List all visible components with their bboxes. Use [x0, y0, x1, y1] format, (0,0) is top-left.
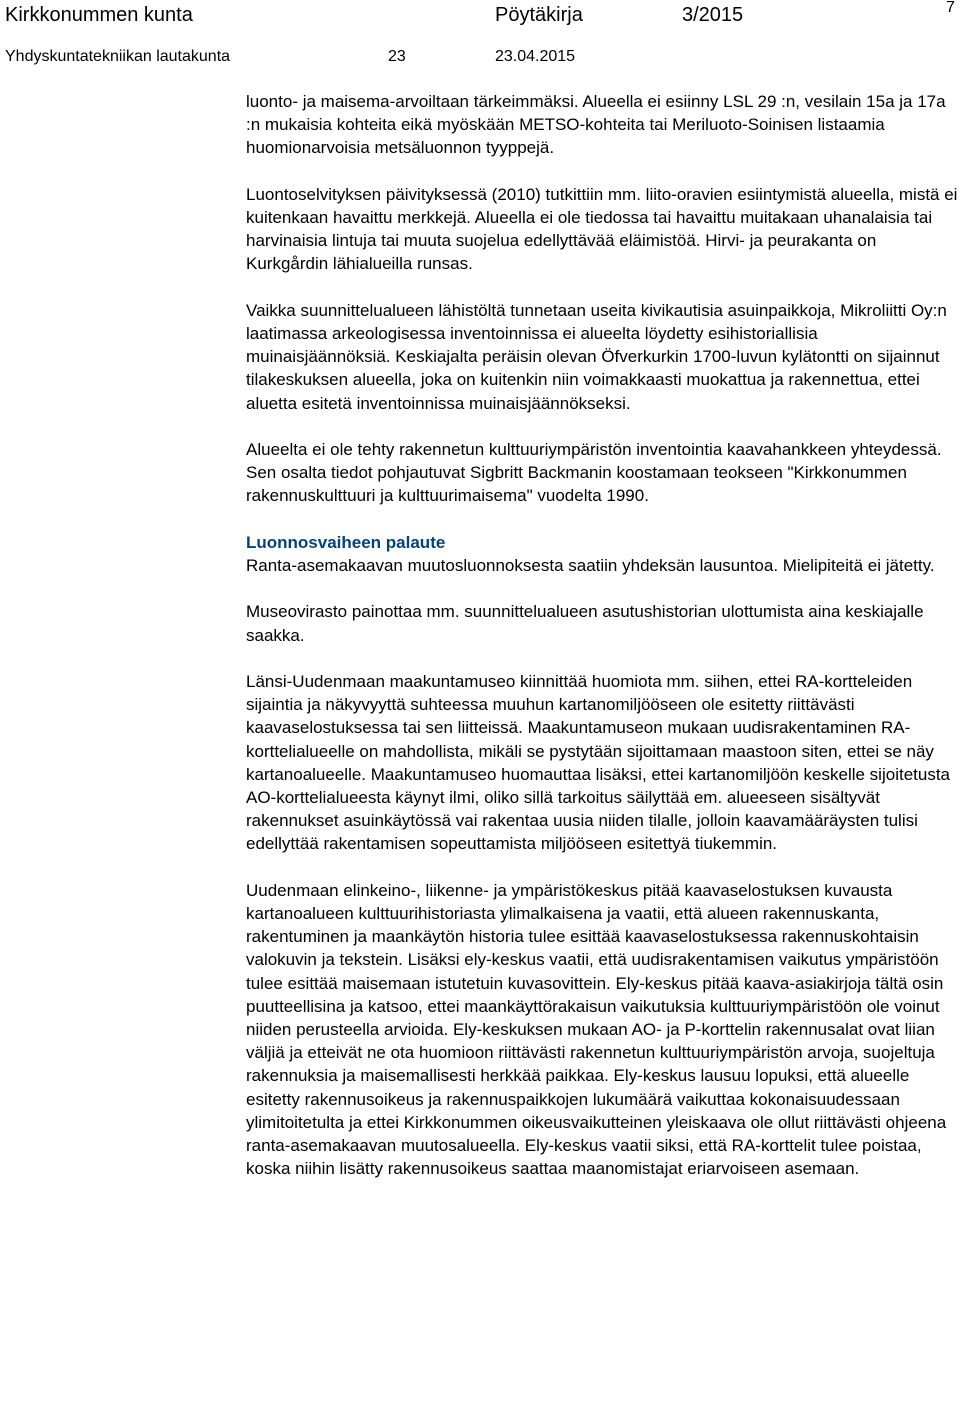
paragraph-maakuntamuseo: Länsi-Uudenmaan maakuntamuseo kiinnittää huomiota mm. siihen, ettei RA-kortteleiden sijaintia ja näkyvyyttä suhteessa muuhun kartanomiljööseen ole esitetty riittävästi kaavaselostuksessa tai sen liitteissä. Maakuntamuseon mukaan uudisrakentaminen RA-korttelialueelle on mahdollista, mikäli se pystytään sijoittamaan maastoon siten, ettei se näy kartanoalueelle. Maakuntamuseo huomauttaa lisäksi, ettei kartanomiljöön keskelle sijoitetusta AO-korttelialueesta käynyt ilmi, oliko sillä tarkoitus säilyttää em. alueeseen sisältyvät rakennukset asuinkäytössä vai rakentaa uusia niiden tilalle, jolloin kaavamääräysten tulisi edellyttää rakentamisen sopeuttamista miljööseen esitettyä tiukemmin.	[246, 671, 950, 854]
document-number: 3/2015	[682, 4, 744, 26]
section-number: 23	[388, 48, 406, 65]
section-heading-feedback: Luonnosvaiheen palaute	[246, 532, 446, 552]
document-body	[246, 90, 958, 1180]
meeting-date: 23.04.2015	[495, 48, 576, 65]
page-number: 7	[946, 0, 955, 16]
paragraph-ely-keskus: Uudenmaan elinkeino-, liikenne- ja ympäristökeskus pitää kaavaselostuksen kuvausta kartanoalueen kulttuurihistoriasta ylimalkaisena ja vaatii, että alueen rakennuskanta, rakentuminen ja maankäytön historia tulee esittää kaavaselostuksessa rakennuskohtaisin valokuvin ja tekstein. Lisäksi ely-keskus vaatii, että uudisrakentamisen vaikutus ympäristöön tulee esittää maisemaan istutetuin kuvasovittein. Ely-keskus pitää kaava-asiakirjoja tältä osin puutteellisina ja katsoo, ettei maankäyttörakaisun vaikutuksia kulttuuriympäristöön ole voinut niiden perusteella arvioida. Ely-keskuksen mukaan AO- ja P-korttelin rakennusalat ovat liian väljiä ja etteivät ne ota huomioon riittävästi rakennetun kulttuuriympäristön arvoja, suojeltuja rakennuksia ja maisemallisesti herkkää paikkaa. Ely-keskus lausuu lopuksi, että alueelle esitetty rakennusoikeus ja rakennuspaikkojen lukumäärä vaikuttaa kokonaisuudessaan ylimitoitetulta ja ettei Kirkkonummen oikeusvaikutteinen yleiskaava ole ollut riittävästi ohjeena ranta-asemakaavan muutosalueella. Ely-keskus vaatii siksi, että RA-korttelit tulee poistaa, koska niihin lisätty rakennusoikeus saattaa maanomistajat eriarvoiseen asemaan.	[246, 880, 947, 1179]
paragraph-nature-survey: Luontoselvityksen päivityksessä (2010) tutkittiin mm. liito-oravien esiintymistä alueella, mistä ei kuitenkaan havaittu merkkejä. Alueella ei ole tiedossa tai havaittu muitakaan uhanalaisia tai harvinaisia lintuja tai muuta suojelua edellyttävää eläimistöä. Hirvi- ja peurakanta on Kurkgårdin lähialueilla runsas.	[246, 184, 958, 274]
committee-name: Yhdyskuntatekniikan lautakunta	[5, 48, 231, 65]
paragraph-statements: Ranta-asemakaavan muutosluonnoksesta saatiin yhdeksän lausuntoa. Mielipiteitä ei jätetty.	[246, 556, 935, 575]
paragraph-nature-values: luonto- ja maisema-arvoiltaan tärkeimmäksi. Alueella ei esiinny LSL 29 :n, vesilain 15a ja 17a :n mukaisia kohteita eikä myöskään METSO-kohteita tai Meriluoto-Soinisen listaamia huomionarvoisia metsäluonnon tyyppejä.	[246, 92, 946, 158]
paragraph-archaeology: Vaikka suunnittelualueen lähistöltä tunnetaan useita kivikautisia asuinpaikkoja, Mikroliitti Oy:n laatimassa arkeologisessa inventoinnissa ei alueelta löydetty esihistoriallisia muinaisjäännöksiä. Keskiajalta peräisin olevan Öfverkurkin 1700-luvun kylätontti on sijainnut tilakeskuksen alueella, joka on kuitenkin niin voimakkaasti muokattua ja rakennettua, ettei aluetta esitetä inventoinnissa muinaisjäännökseksi.	[246, 300, 947, 413]
paragraph-museovirasto: Museovirasto painottaa mm. suunnittelualueen asutushistorian ulottumista aina keskiajalle saakka.	[246, 602, 924, 645]
document-type: Pöytäkirja	[495, 4, 583, 26]
municipality-name: Kirkkonummen kunta	[5, 4, 193, 26]
paragraph-built-environment: Alueelta ei ole tehty rakennetun kulttuuriympäristön inventointia kaavahankkeen yhteydessä. Sen osalta tiedot pohjautuvat Sigbritt Backmanin koostamaan teokseen "Kirkkonummen rakennuskulttuuri ja kulttuurimaisema" vuodelta 1990.	[246, 440, 942, 506]
